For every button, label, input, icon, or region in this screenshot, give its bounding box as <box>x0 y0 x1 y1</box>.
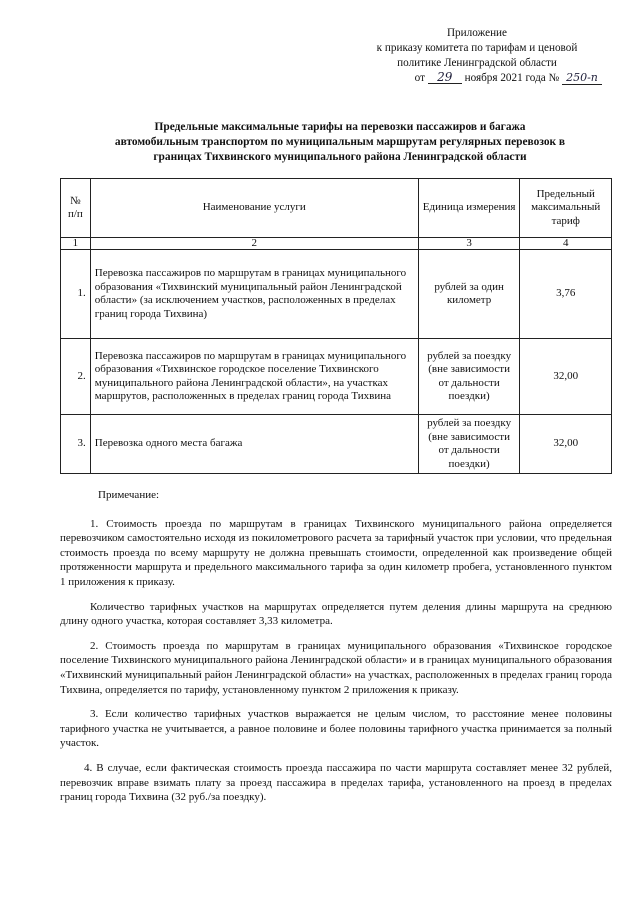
service-name: Перевозка одного места багажа <box>90 415 418 474</box>
title-line-1: Предельные максимальные тарифы на перевозки пассажиров и багажа <box>154 121 526 133</box>
tariff-value: 32,00 <box>520 339 612 415</box>
document-title <box>60 120 620 165</box>
date-prefix: от <box>414 72 425 84</box>
tariff-table <box>60 178 612 474</box>
unit-of-measure: рублей за поездку (вне зависимости от дальности поездки) <box>418 339 520 415</box>
appendix-date-line <box>352 71 602 86</box>
column-number: 4 <box>520 238 612 250</box>
notes-section <box>60 488 612 815</box>
header-number: № п/п <box>61 179 91 238</box>
service-name: Перевозка пассажиров по маршрутам в границах муниципального образования «Тихвинское городское поселение Тихвинского муниципального района Ленинградской области», на участках маршрутов, расположенных в пределах границ города Тихвина <box>90 339 418 415</box>
column-number: 3 <box>418 238 520 250</box>
table-header-row <box>61 179 612 238</box>
table-row <box>61 415 612 474</box>
note-paragraph-1b: Количество тарифных участков на маршрутах определяется путем деления длины маршрута на среднюю длину одного участка, которая составляет 3,33 километра. <box>60 600 612 628</box>
header-unit: Единица измерения <box>418 179 520 238</box>
header-tariff: Предельный максимальный тариф <box>520 179 612 238</box>
unit-of-measure: рублей за поездку (вне зависимости от дальности поездки) <box>418 415 520 474</box>
tariff-value: 32,00 <box>520 415 612 474</box>
unit-of-measure: рублей за один километр <box>418 250 520 339</box>
note-paragraph-2: 2. Стоимость проезда по маршрутам в границах муниципального образования «Тихвинское городское поселение Тихвинского муниципального района Ленинградской области» и в границах муниципального образования «Тихвинский муниципальный район Ленинградской области» на участках, расположенных в пределах границ города Тихвина, определяется по тарифу, установленному пунктом 2 приложения к приказу. <box>60 639 612 696</box>
handwritten-order-number: 250-п <box>562 72 602 85</box>
row-number: 1. <box>61 250 91 339</box>
notes-heading: Примечание: <box>98 489 160 501</box>
date-month-year: ноября 2021 года № <box>464 72 560 84</box>
row-number: 2. <box>61 339 91 415</box>
column-number-row <box>61 238 612 250</box>
tariff-value: 3,76 <box>520 250 612 339</box>
note-paragraph-1: 1. Стоимость проезда по маршрутам в границах Тихвинского муниципального района определяется перевозчиком самостоятельно исходя из покилометрового расчета за тарифный участок при условии, что предельная стоимость проезда по всему маршруту не должна превышать стоимости, определенной как произведение общей протяженности маршрута и предельного максимального тарифа за один километр пробега, установленного пунктом 1 приложения к приказу. <box>60 517 612 588</box>
appendix-title: Приложение <box>446 27 508 39</box>
column-number: 2 <box>90 238 418 250</box>
appendix-order-ref: к приказу комитета по тарифам и ценовой <box>376 42 578 54</box>
note-paragraph-4: 4. В случае, если фактическая стоимость проезда пассажира по части маршрута составляет менее 32 рублей, перевозчик вправе взимать плату за проезд пассажира в пределах тарифа, установленного на проезд в пределах границ города Тихвина (32 руб./за поездку). <box>60 761 612 804</box>
note-paragraph-3: 3. Если количество тарифных участков выражается не целым числом, то расстояние менее половины тарифного участка не учитывается, а равное половине и более половины тарифного участка принимается за полный участок. <box>60 708 612 750</box>
title-line-3: границах Тихвинского муниципального района Ленинградской области <box>153 151 527 163</box>
table-row <box>61 250 612 339</box>
column-number: 1 <box>61 238 91 250</box>
table-row <box>61 339 612 415</box>
appendix-header <box>352 26 602 86</box>
row-number: 3. <box>61 415 91 474</box>
header-service-name: Наименование услуги <box>90 179 418 238</box>
handwritten-day: 29 <box>428 71 462 84</box>
service-name: Перевозка пассажиров по маршрутам в границах муниципального образования «Тихвинский муниципальный район Ленинградской области» (за исключением участков, расположенных в пределах границ города Тихвина) <box>90 250 418 339</box>
title-line-2: автомобильным транспортом по муниципальным маршрутам регулярных перевозок в <box>114 136 566 148</box>
appendix-committee: политике Ленинградской области <box>397 57 557 69</box>
